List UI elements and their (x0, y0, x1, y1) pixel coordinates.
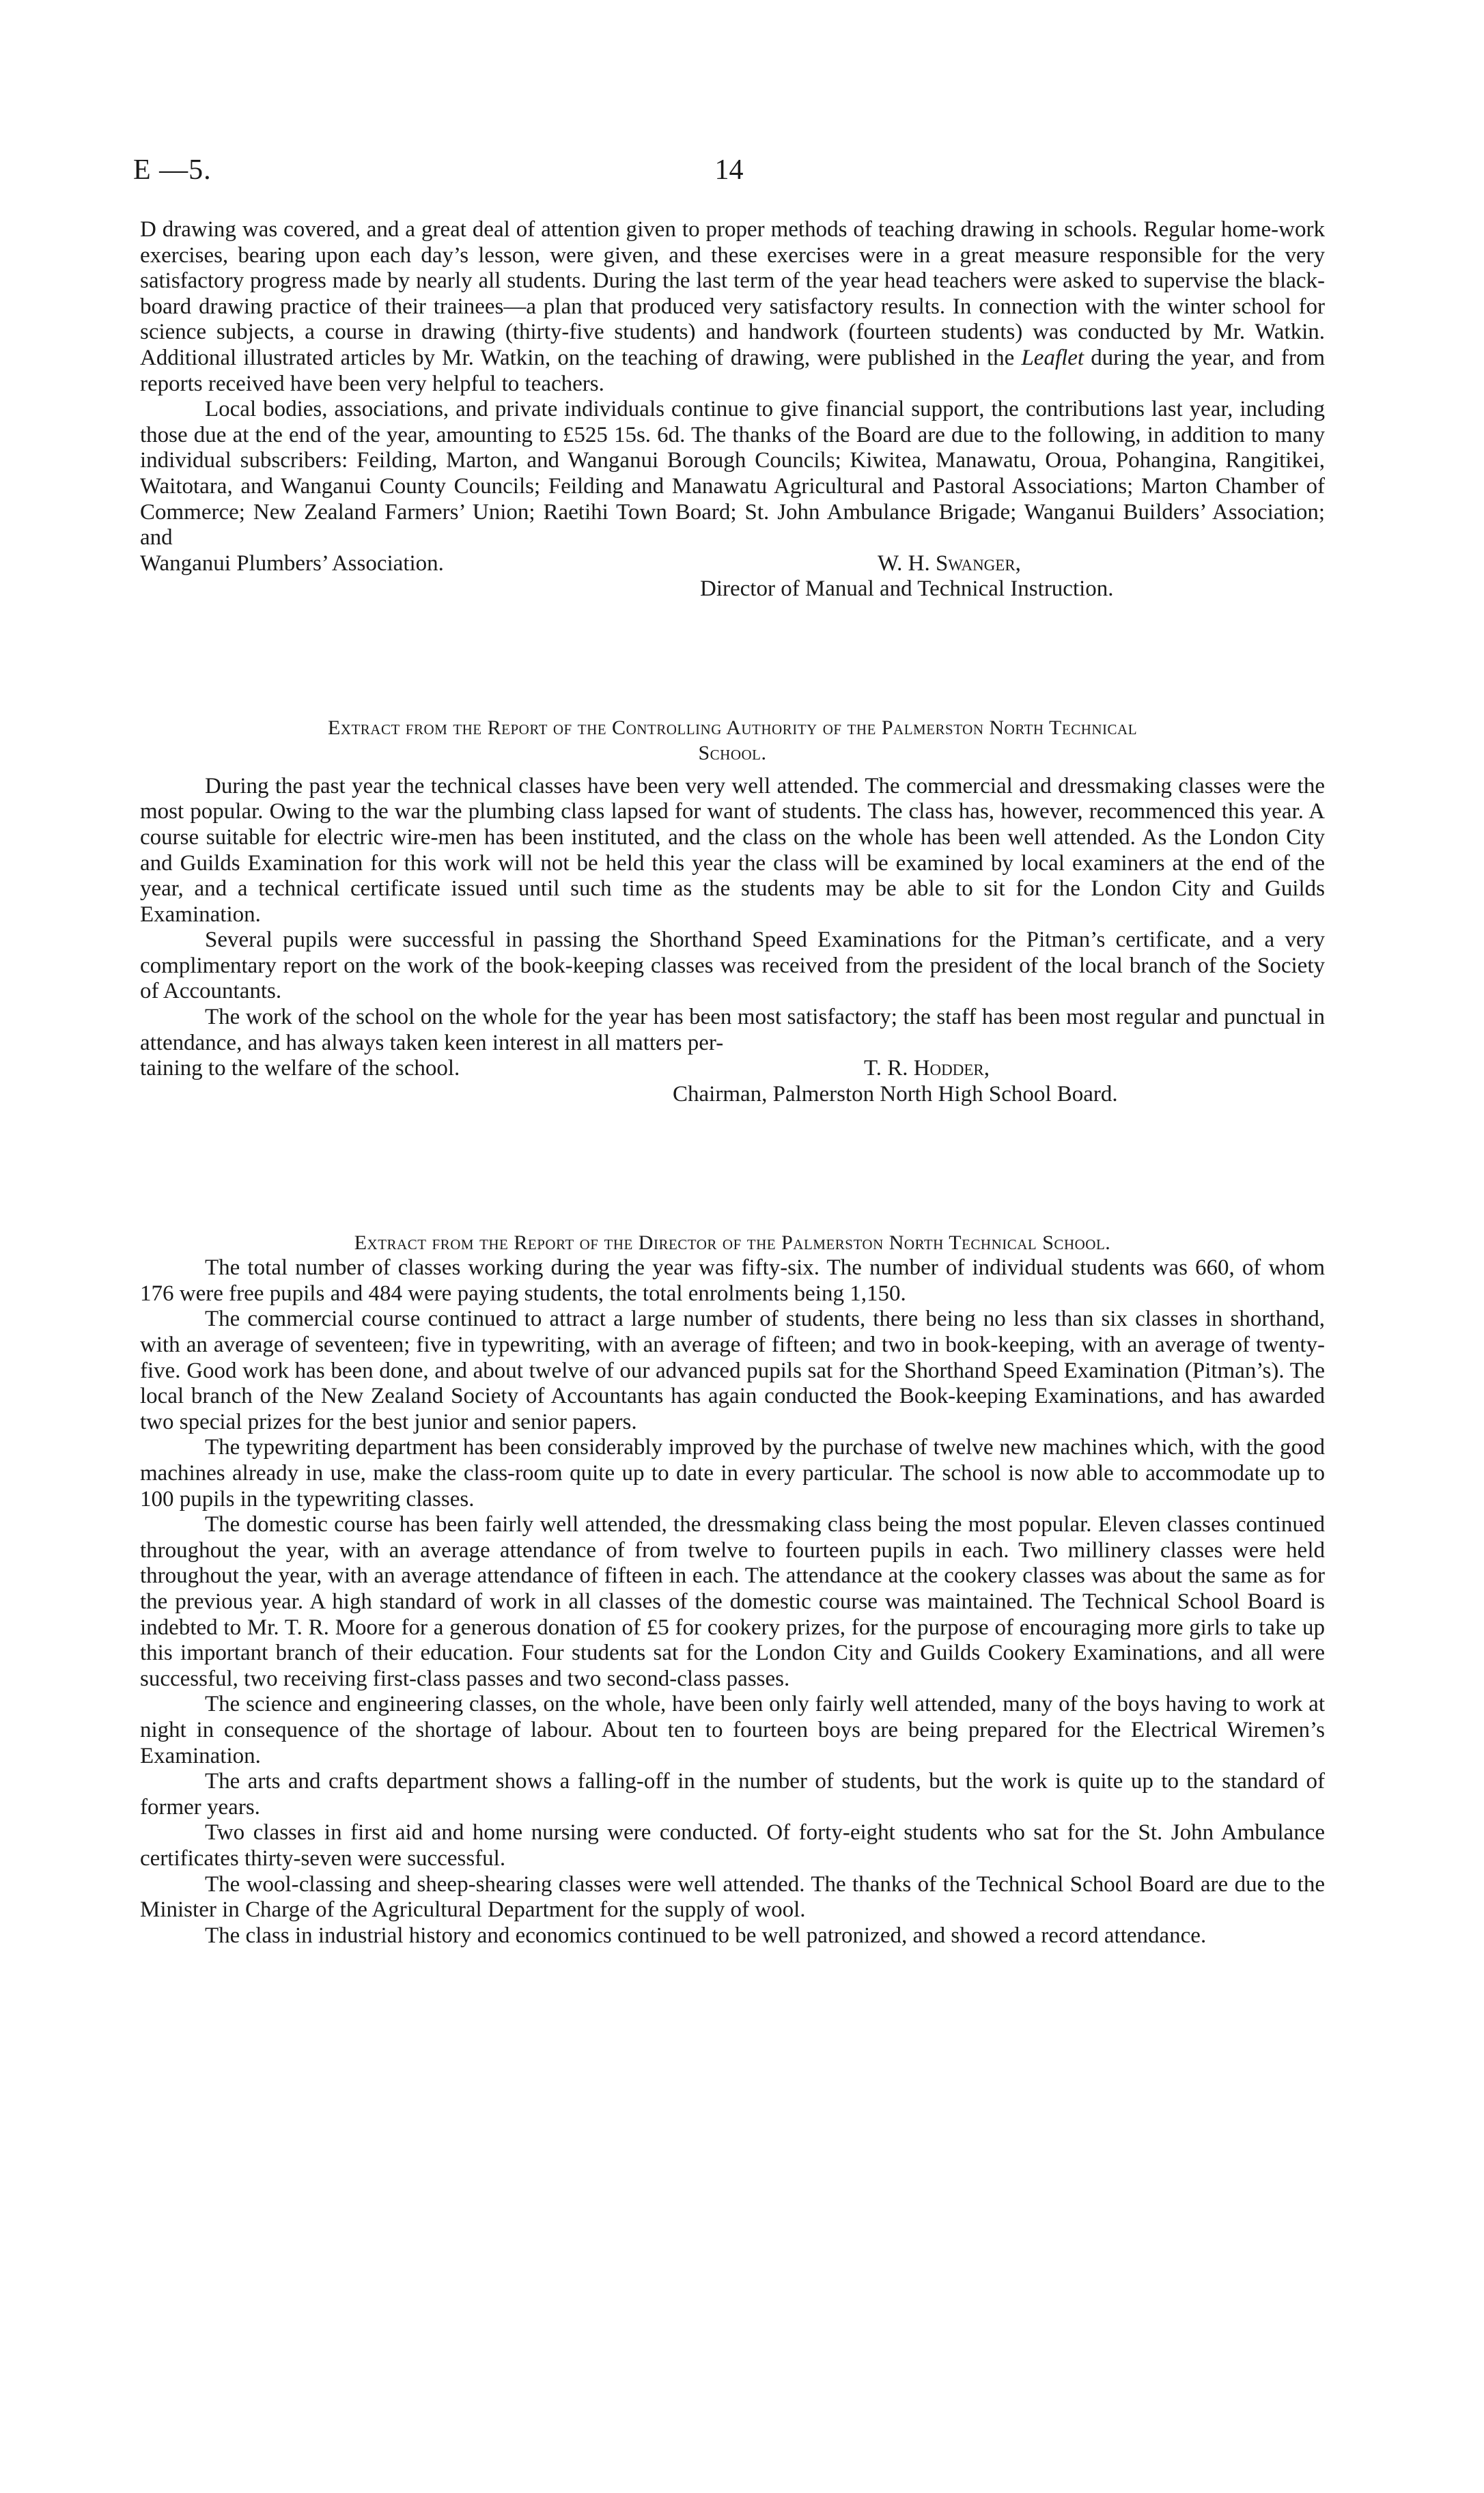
section-heading: Extract from the Report of the Controlling Authority of the Palmerston North Technical (327, 716, 1138, 739)
signature-name: W. H. Swanger, (878, 551, 1021, 576)
signature-block (140, 551, 1325, 602)
paragraph: The total number of classes working during the year was fifty-six. The number of individual students was 660, of whom 176 were free pupils and 484 were paying students, the total enrolments being 1,150. (140, 1255, 1325, 1306)
paragraph: D drawing was covered, and a great deal of attention given to proper methods of teaching drawing in schools. Regular home-work exercises, bearing upon each day’s lesson, were given, and these exercises were in a great measure responsible for the very satisfactory progress made by nearly all students. During the last term of the year head teachers were asked to supervise the black-board drawing practice of their trainees—a plan that produced very satisfactory results. In connection with the winter school for science subjects, a course in drawing (thirty-five students) and handwork (fourteen students) was conducted by Mr. Watkin. Additional illustrated articles by Mr. Watkin, on the teaching of drawing, were published in the Leaflet during the year, and from reports received have been very helpful to teachers. (140, 217, 1326, 396)
page-content (140, 217, 1325, 1949)
paragraph-last-line: Wanganui Plumbers’ Association. (140, 551, 444, 576)
paragraph: The wool-classing and sheep-shearing classes were well attended. The thanks of the Technical School Board are due to the Minister in Charge of the Agricultural Department for the supply of wool. (140, 1871, 1325, 1923)
section-controlling-authority (140, 715, 1325, 1108)
signature-name: T. R. Hodder, (864, 1056, 990, 1081)
paragraph: The arts and crafts department shows a falling-off in the number of students, but the work is quite up to the standard of former years. (140, 1769, 1325, 1820)
leaflet-title: Leaflet (1021, 345, 1084, 370)
page-header (133, 154, 1325, 201)
section-manual-instruction (140, 217, 1325, 602)
paragraph: During the past year the technical classes have been very well attended. The commercial and dressmaking classes were the most popular. Owing to the war the plumbing class lapsed for want of students. The class has, however, recommenced this year. A course suitable for electric wire-men has been instituted, and the class on the whole has been well attended. As the London City and Guilds Examination for this work will not be held this year the class will be examined by local examiners at the end of the year, and a technical certificate issued until such time as the students may be able to sit for the London City and Guilds Examination. (140, 773, 1325, 927)
signature-title: Director of Manual and Technical Instruction. (700, 576, 1114, 602)
paragraph: The commercial course continued to attract a large number of students, there being no less than six classes in shorthand, with an average of seventeen; five in typewriting, with an average of fifteen; and two in book-keeping, with an average of twenty-five. Good work has been done, and about twelve of our advanced pupils sat for the Shorthand Speed Examination (Pitman’s). The local branch of the New Zealand Society of Accountants has again conducted the Book-keeping Examinations, and has awarded two special prizes for the best junior and senior papers. (140, 1307, 1325, 1434)
paragraph: Local bodies, associations, and private individuals continue to give financial support, the contributions last year, including those due at the end of the year, amounting to £525 15s. 6d. The thanks of the Board are due to the following, in addition to many individual subscribers: Feilding, Marton, and Wanganui Borough Councils; Kiwitea, Manawatu, Oroua, Pohangina, Rangitikei, Waitotara, and Wanganui County Councils; Feilding and Manawatu Agricultural and Pastoral Associations; Marton Chamber of Commerce; New Zealand Farmers’ Union; Raetihi Town Board; St. John Ambulance Brigade; Wanganui Builders’ Association; and (140, 397, 1325, 551)
report-code: E —5. (133, 154, 212, 186)
section-director-report (140, 1230, 1325, 1949)
signature-title: Chairman, Palmerston North High School Board. (673, 1081, 1118, 1106)
paragraph: Several pupils were successful in passing the Shorthand Speed Examinations for the Pitman’s certificate, and a very complimentary report on the work of the book-keeping classes was received from the president of the local branch of the Society of Accountants. (140, 928, 1325, 1004)
paragraph: Two classes in first aid and home nursing were conducted. Of forty-eight students who sat for the St. John Ambulance certificates thirty-seven were successful. (140, 1820, 1325, 1871)
paragraph-last-line: taining to the welfare of the school. (140, 1056, 460, 1081)
paragraph: The domestic course has been fairly well attended, the dressmaking class being the most popular. Eleven classes continued throughout the year, with an average attendance of from twelve to fourteen pupils in each. Two millinery classes were held throughout the year, with an average attendance of fifteen in each. The attendance at the cookery classes was about the same as for the previous year. A high standard of work in all classes of the domestic course was maintained. The Technical School Board is indebted to Mr. T. R. Moore for a generous donation of £5 for cookery prizes, for the purpose of encouraging more girls to take up this important branch of their education. Four students sat for the London City and Guilds Cookery Examinations, and all were successful, two receiving first-class passes and two second-class passes. (140, 1512, 1325, 1691)
paragraph: The typewriting department has been considerably improved by the purchase of twelve new machines which, with the good machines already in use, make the class-room quite up to date in every particular. The school is now able to accommodate up to 100 pupils in the typewriting classes. (140, 1435, 1325, 1512)
page-number: 14 (714, 154, 744, 186)
section-heading-cont: School. (698, 741, 767, 764)
paragraph: The work of the school on the whole for the year has been most satisfactory; the staff has been most regular and punctual in attendance, and has always taken keen interest in all matters per- (140, 1005, 1325, 1055)
paragraph: The class in industrial history and economics continued to be well patronized, and showed a record attendance. (205, 1923, 1207, 1948)
paragraph: The science and engineering classes, on the whole, have been only fairly well attended, many of the boys having to work at night in consequence of the shortage of labour. About ten to fourteen boys are being prepared for the Electrical Wiremen’s Examination. (140, 1692, 1325, 1768)
signature-block (140, 1056, 1325, 1107)
section-heading: Extract from the Report of the Director of the Palmerston North Technical School. (354, 1231, 1111, 1255)
